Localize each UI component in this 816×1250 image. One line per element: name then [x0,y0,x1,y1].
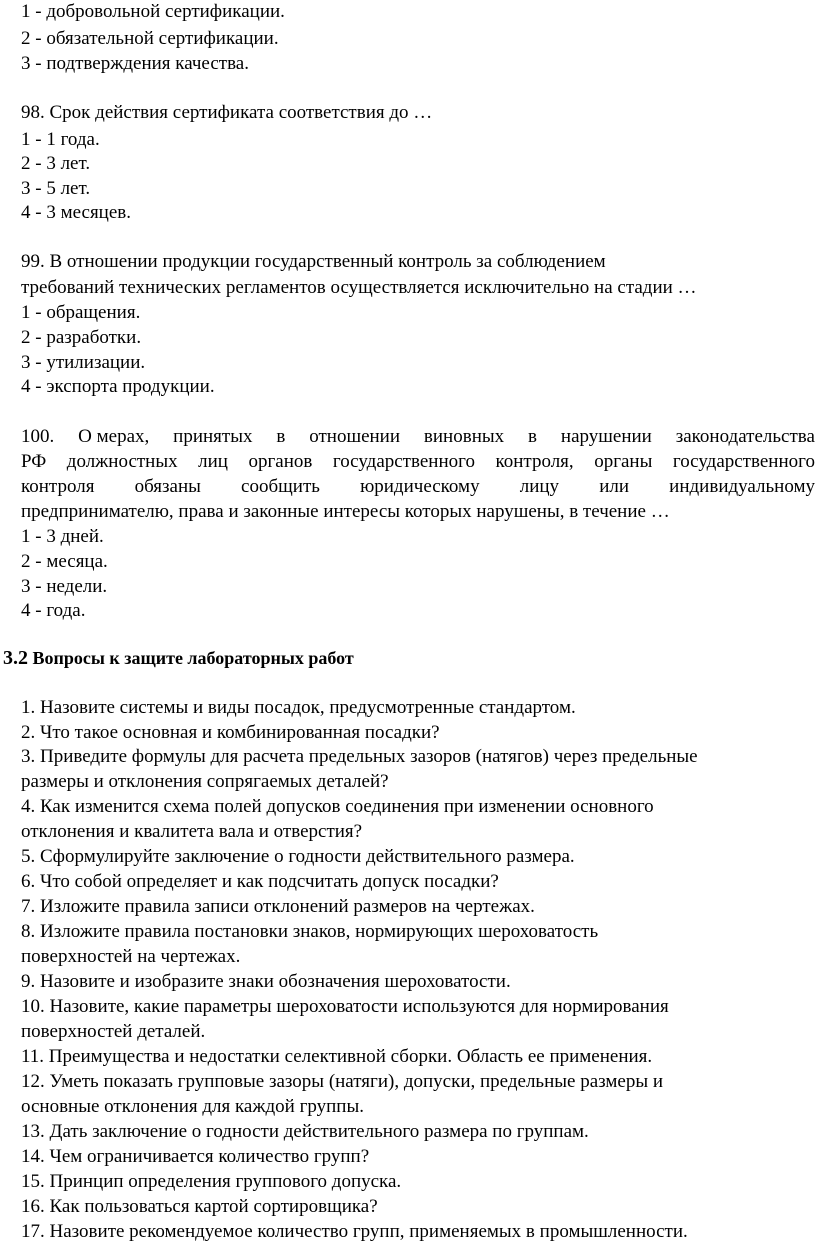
word: нарушении [560,426,652,447]
option-line: 2 - разработки. [21,327,142,348]
lab-question: поверхностей на чертежах. [21,946,241,967]
lab-question: отклонения и квалитета вала и отверстия? [21,821,363,842]
word: отношении [309,426,401,447]
option-line: 3 - подтверждения качества. [21,53,249,74]
word: или [599,476,630,497]
word: О мерах, [78,426,150,447]
word: 100. [21,426,55,447]
question-100-line-4: предпринимателю, права и законные интересы которых нарушены, в течение … [21,501,670,522]
lab-question: 5. Сформулируйте заключение о годности действительного размера. [21,846,575,867]
option-line: 1 - 3 дней. [21,526,104,547]
lab-question: 6. Что собой определяет и как подсчитать допуск посадки? [21,871,499,892]
word: контроля [21,476,95,497]
word: в [528,426,538,447]
option-line: 3 - 5 лет. [21,178,91,199]
lab-question: поверхностей деталей. [21,1021,206,1042]
lab-question: 10. Назовите, какие параметры шероховатости используются для нормирования [21,996,669,1017]
word: должностных [66,451,178,472]
lab-question: 12. Уметь показать групповые зазоры (натяги), допуски, предельные размеры и [21,1071,664,1092]
option-line: 1 - добровольной сертификации. [21,1,285,22]
lab-question: 16. Как пользоваться картой сортировщика? [21,1196,378,1217]
word: юридическому [360,476,480,497]
lab-question: 2. Что такое основная и комбинированная посадки? [21,722,440,743]
lab-question: 7. Изложите правила записи отклонений размеров на чертежах. [21,896,535,917]
option-line: 3 - утилизации. [21,352,146,373]
lab-question: 9. Назовите и изобразите знаки обозначения шероховатости. [21,971,511,992]
question-99-line-2: требований технических регламентов осуществляется исключительно на стадии … [21,277,697,298]
option-line: 2 - месяца. [21,551,108,572]
question-100-line-3 [21,475,815,500]
option-line: 1 - 1 года. [21,129,100,150]
section-heading [3,646,354,671]
word: РФ [21,451,47,472]
lab-question: 4. Как изменится схема полей допусков соединения при изменении основного [21,796,654,817]
question-98: 98. Срок действия сертификата соответствия до … [21,102,433,123]
word: лиц [198,451,228,472]
word: контроля, [495,451,574,472]
option-line: 2 - обязательной сертификации. [21,28,279,49]
lab-question: 11. Преимущества и недостатки селективной сборки. Область ее применения. [21,1046,653,1067]
option-line: 3 - недели. [21,576,108,597]
lab-question: 3. Приведите формулы для расчета предельных зазоров (натягов) через предельные [21,746,698,767]
word: органов [248,451,313,472]
question-100-line-1 [21,425,815,450]
section-title: Вопросы к защите лабораторных работ [32,648,354,668]
lab-question: 17. Назовите рекомендуемое количество групп, применяемых в промышленности. [21,1221,688,1242]
lab-question: 13. Дать заключение о годности действительного размера по группам. [21,1121,589,1142]
word: виновных [423,426,505,447]
lab-question: основные отклонения для каждой группы. [21,1096,364,1117]
word: обязаны [134,476,201,497]
option-line: 4 - года. [21,600,86,621]
word: государственного [332,451,475,472]
word: законодательства [675,426,815,447]
option-line: 4 - 3 месяцев. [21,202,132,223]
option-line: 2 - 3 лет. [21,153,91,174]
word: сообщить [241,476,320,497]
lab-question: 15. Принцип определения группового допуска. [21,1171,402,1192]
word: индивидуальному [669,476,815,497]
word: органы [594,451,653,472]
word: государственного [672,451,815,472]
word: принятых [173,426,253,447]
lab-question: размеры и отклонения сопрягаемых деталей? [21,771,389,792]
lab-question: 1. Назовите системы и виды посадок, предусмотренные стандартом. [21,697,576,718]
word: в [276,426,286,447]
question-99-line-1: 99. В отношении продукции государственный контроль за соблюдением [21,251,606,272]
lab-question: 8. Изложите правила постановки знаков, нормирующих шероховатость [21,921,599,942]
word: лицу [519,476,560,497]
option-line: 4 - экспорта продукции. [21,376,215,397]
lab-question: 14. Чем ограничивается количество групп? [21,1146,370,1167]
section-number: 3.2 [3,647,28,669]
option-line: 1 - обращения. [21,302,141,323]
question-100-line-2 [21,450,815,475]
